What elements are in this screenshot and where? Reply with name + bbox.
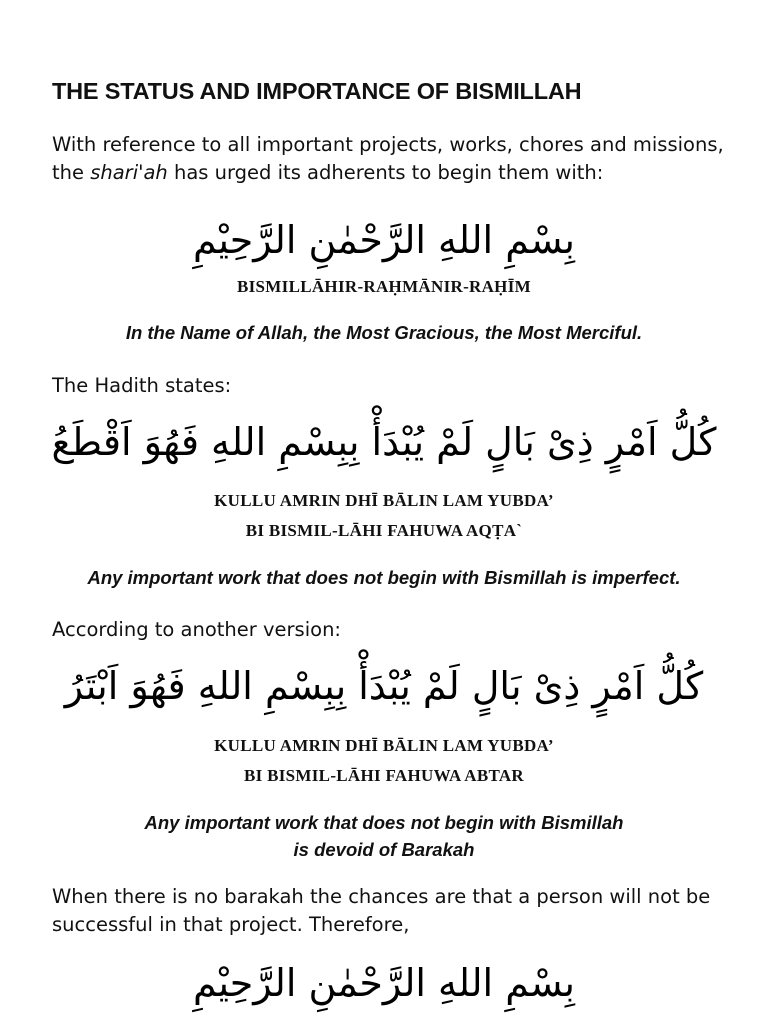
hadith1-transliteration-line-1: KULLU AMRIN DHĪ BĀLIN LAM YUBDA’ [214,491,554,510]
conclusion-line-2: successful in that project. Therefore, [52,913,410,936]
hadith2-transliteration-line-1: KULLU AMRIN DHĪ BĀLIN LAM YUBDA’ [214,736,554,755]
closing-bismillah-arabic: بِسْمِ اللهِ الرَّحْمٰنِ الرَّحِيْمِ [193,961,575,1005]
hadith1-arabic: كُلُّ اَمْرٍ ذِىْ بَالٍ لَمْ يُبْدَأْ بِبِسْمِ اللهِ فَهُوَ اَقْطَعُ [51,420,717,464]
intro-line-2-prefix: the [52,161,91,184]
intro-paragraph [52,131,732,187]
intro-line-2 [52,159,732,187]
hadith2-translation-line-1: Any important work that does not begin with Bismillah [144,812,624,833]
intro-line-1: With reference to all important projects, works, chores and missions, [52,133,724,156]
hadith2-arabic: كُلُّ اَمْرٍ ذِىْ بَالٍ لَمْ يُبْدَأْ بِبِسْمِ اللهِ فَهُوَ اَبْتَرُ [64,664,704,708]
version-intro: According to another version: [52,618,341,641]
hadith1-translation: Any important work that does not begin with Bismillah is imperfect. [87,567,681,588]
bismillah-translation: In the Name of Allah, the Most Gracious, the Most Merciful. [125,322,643,343]
conclusion-line-1: When there is no barakah the chances are that a person will not be [52,885,711,908]
hadith-intro: The Hadith states: [52,374,232,397]
intro-line-2-suffix: has urged its adherents to begin them with: [167,161,604,184]
hadith2-translation-line-2: is devoid of Barakah [293,839,475,860]
page-title: THE STATUS AND IMPORTANCE OF BISMILLAH [52,78,582,104]
shariah-term: shari'ah [90,161,168,184]
conclusion-paragraph [52,883,732,939]
bismillah-transliteration: BISMILLĀHIR-RAḤMĀNIR-RAḤĪM [237,277,531,296]
hadith1-transliteration-line-2: BI BISMIL-LĀHI FAHUWA AQṬA` [245,521,523,540]
hadith2-transliteration-line-2: BI BISMIL-LĀHI FAHUWA ABTAR [244,766,524,785]
bismillah-arabic: بِسْمِ اللهِ الرَّحْمٰنِ الرَّحِيْمِ [193,218,575,262]
